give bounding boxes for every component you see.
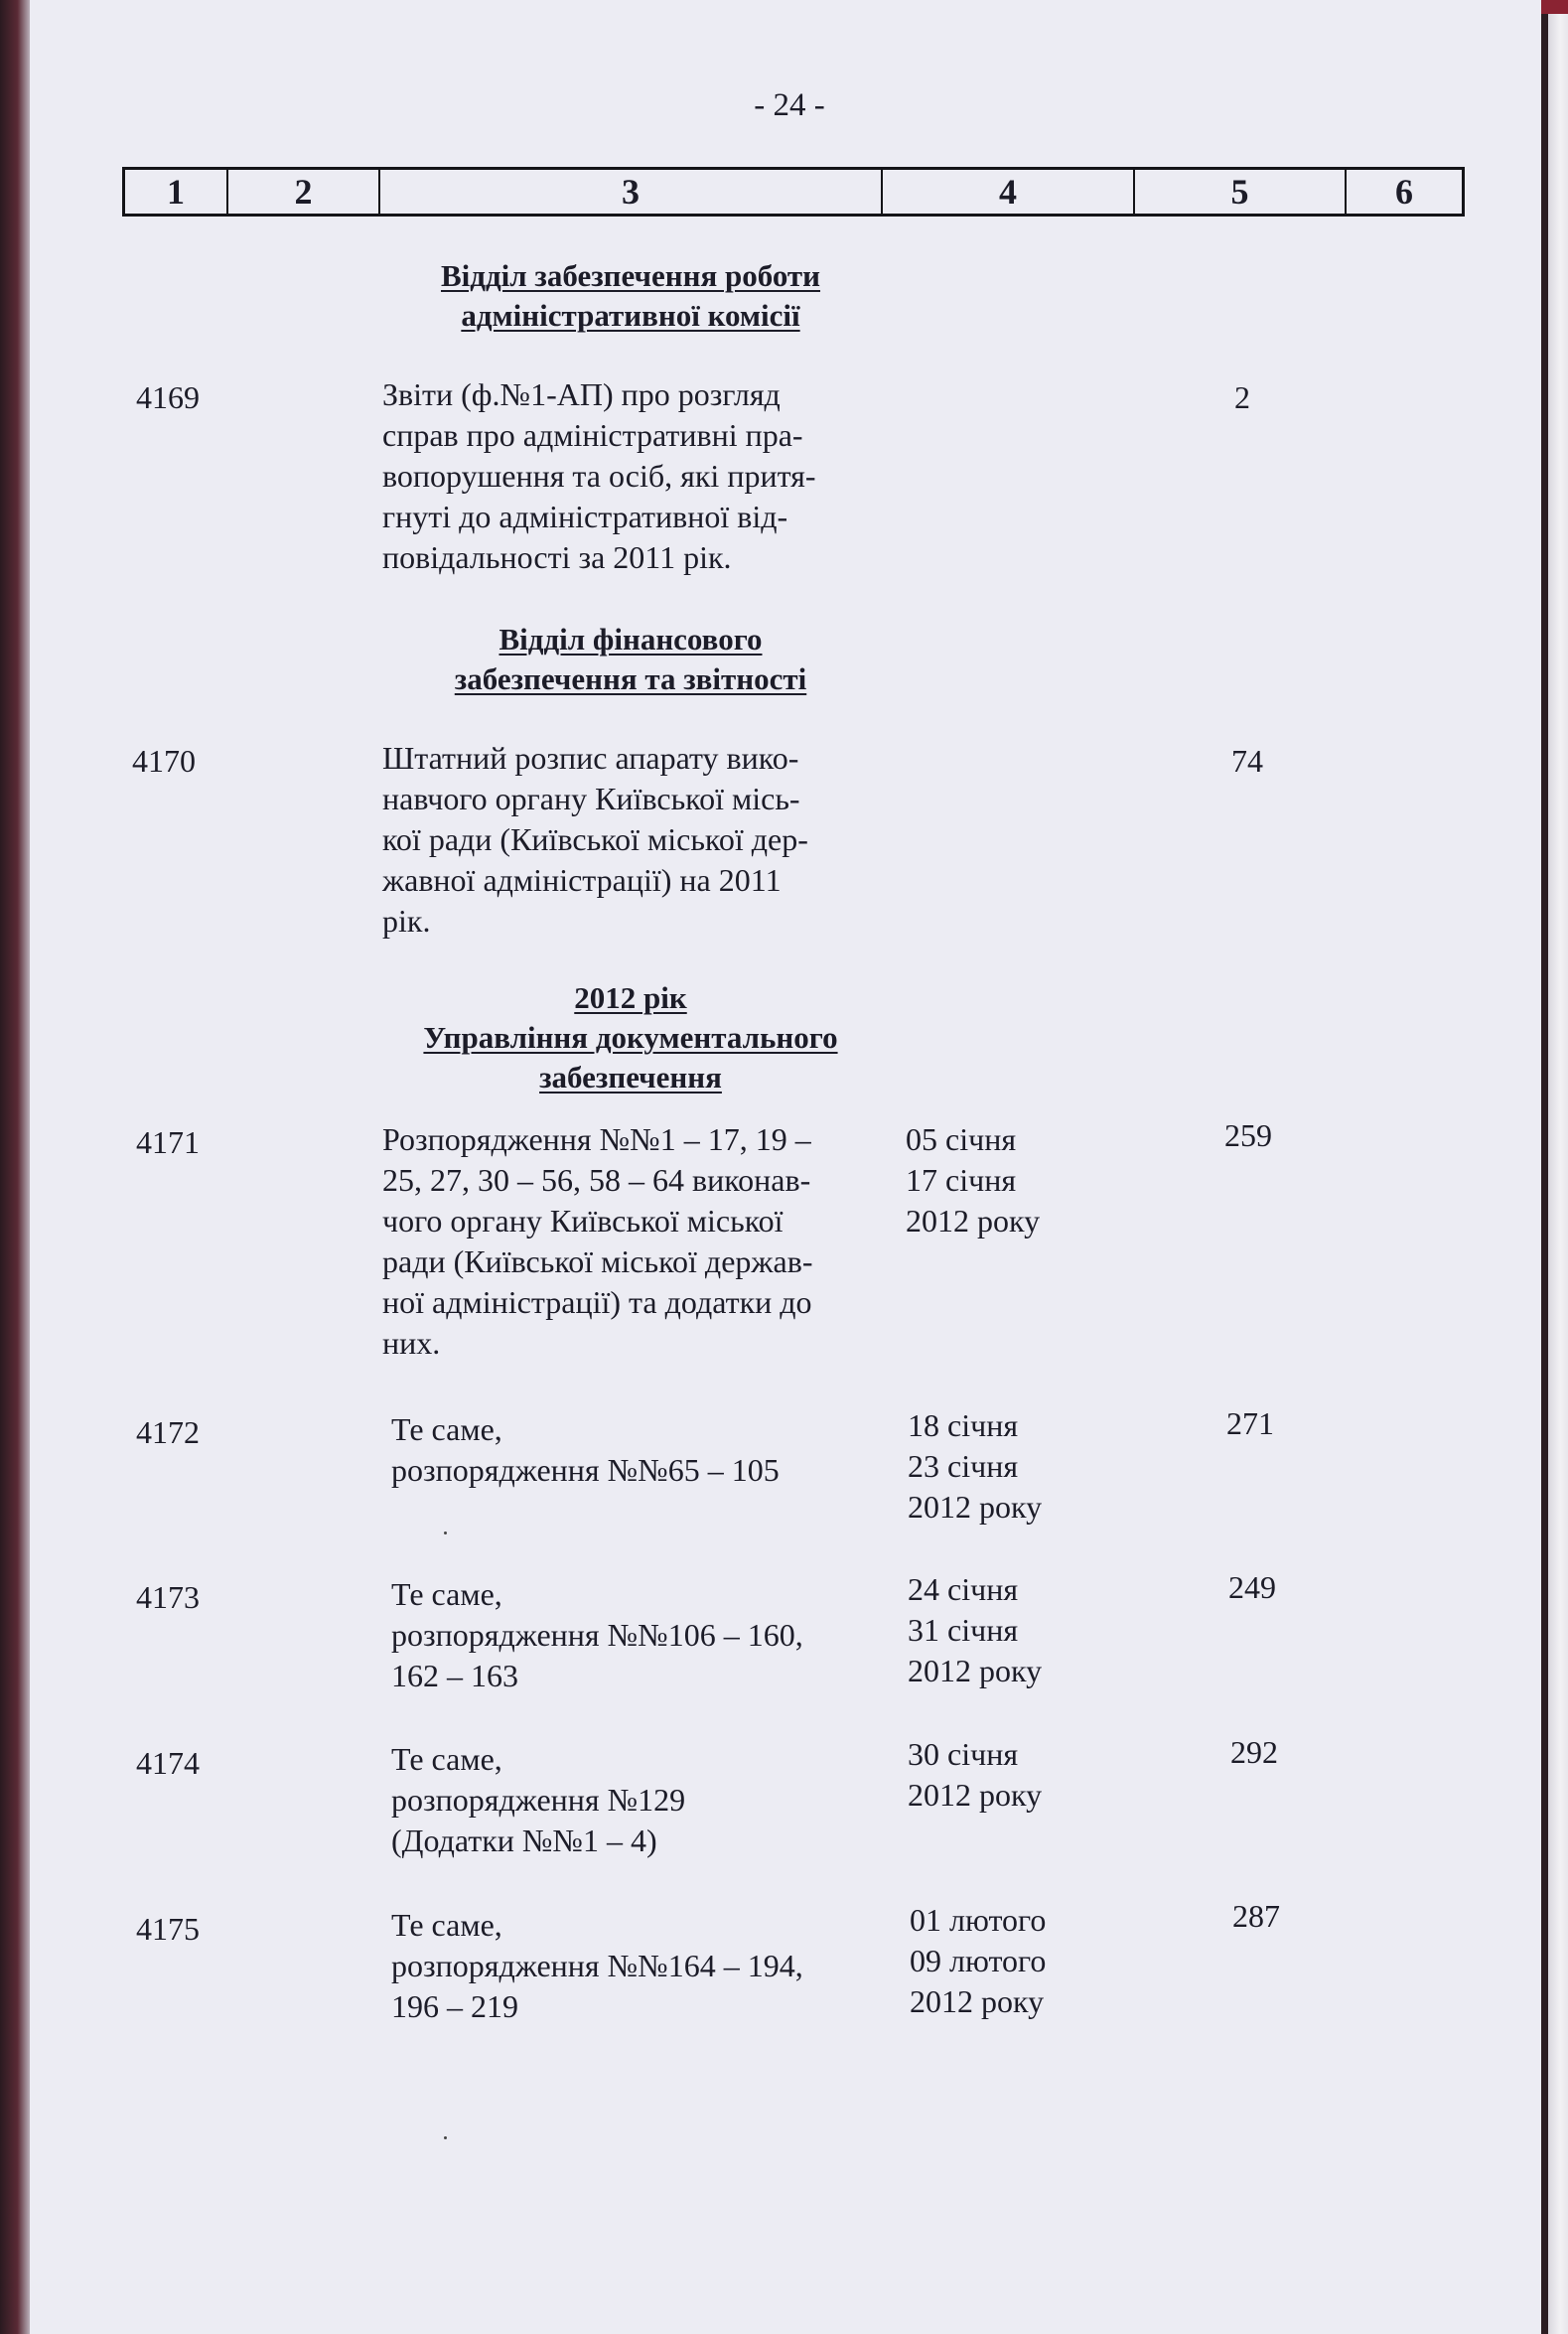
column-header-3: 3 bbox=[380, 170, 883, 214]
entry-description: Те саме, розпорядження №129 (Додатки №№1 – 4) bbox=[391, 1741, 686, 1858]
entry-description: Те саме, розпорядження №№164 – 194, 196 – 219 bbox=[391, 1907, 803, 2024]
entry-sheet-count: 271 bbox=[1226, 1405, 1274, 1441]
entry-sheet-count: 249 bbox=[1228, 1569, 1276, 1605]
entry-description: Звіти (ф.№1-АП) про розгляд справ про адміністративні пра- вопорушення та осіб, які притя- гнуті до адміністративної від- повідальності за 2011 рік. bbox=[382, 376, 816, 575]
column-header-4: 4 bbox=[883, 170, 1135, 214]
column-header-5: 5 bbox=[1135, 170, 1347, 214]
section-heading-line: Управління документального bbox=[423, 1020, 838, 1055]
entry-dates: 18 січня 23 січня 2012 року bbox=[908, 1407, 1043, 1525]
section-heading-admin-commission bbox=[372, 256, 889, 336]
entry-dates: 24 січня 31 січня 2012 року bbox=[908, 1571, 1043, 1688]
section-heading-line: адміністративної комісії bbox=[461, 298, 800, 333]
section-heading-line: забезпечення bbox=[539, 1060, 722, 1094]
entry-sheet-count: 2 bbox=[1234, 379, 1250, 415]
entry-description: Те саме, розпорядження №№65 – 105 bbox=[391, 1411, 780, 1488]
entry-description: Те саме, розпорядження №№106 – 160, 162 – 163 bbox=[391, 1576, 803, 1693]
table-header bbox=[122, 167, 1465, 217]
section-heading-2012 bbox=[372, 978, 889, 1097]
section-heading-line: Відділ фінансового bbox=[499, 622, 763, 656]
page-edge-right bbox=[1548, 0, 1568, 2334]
entry-dates: 01 лютого 09 лютого 2012 року bbox=[910, 1902, 1047, 2019]
entry-sheet-count: 74 bbox=[1231, 743, 1263, 779]
column-header-6: 6 bbox=[1395, 172, 1413, 212]
entry-number: 4174 bbox=[136, 1745, 200, 1781]
entry-dates: 30 січня 2012 року bbox=[908, 1736, 1043, 1813]
entry-number: 4172 bbox=[136, 1414, 200, 1450]
column-header-2: 2 bbox=[228, 170, 380, 214]
entry-description: Розпорядження №№1 – 17, 19 – 25, 27, 30 – 56, 58 – 64 виконав- чого органу Київської міської ради (Київської міської держав- ної адміністрації) та додатки до них. bbox=[382, 1121, 813, 1361]
paper-speck bbox=[444, 2136, 447, 2139]
entry-number: 4173 bbox=[136, 1579, 200, 1615]
entry-number: 4169 bbox=[136, 379, 200, 415]
entry-description: Штатний розпис апарату вико- навчого органу Київської місь- кої ради (Київської міської дер- жавної адміністрації) на 2011 рік. bbox=[382, 740, 808, 939]
entry-sheet-count: 292 bbox=[1230, 1734, 1278, 1770]
entry-number: 4171 bbox=[136, 1124, 200, 1160]
entry-dates: 05 січня 17 січня 2012 року bbox=[906, 1121, 1041, 1239]
entry-sheet-count: 259 bbox=[1224, 1117, 1272, 1153]
section-heading-line: 2012 рік bbox=[574, 980, 687, 1015]
column-header-1: 1 bbox=[125, 170, 228, 214]
section-heading-line: Відділ забезпечення роботи bbox=[440, 258, 821, 293]
page-edge-left bbox=[0, 0, 32, 2334]
paper-speck bbox=[444, 1532, 447, 1534]
entry-number: 4175 bbox=[136, 1911, 200, 1947]
section-heading-line: забезпечення та звітності bbox=[454, 661, 807, 696]
entry-number: 4170 bbox=[132, 743, 196, 779]
entry-sheet-count: 287 bbox=[1232, 1898, 1280, 1934]
section-heading-financial bbox=[372, 620, 889, 699]
